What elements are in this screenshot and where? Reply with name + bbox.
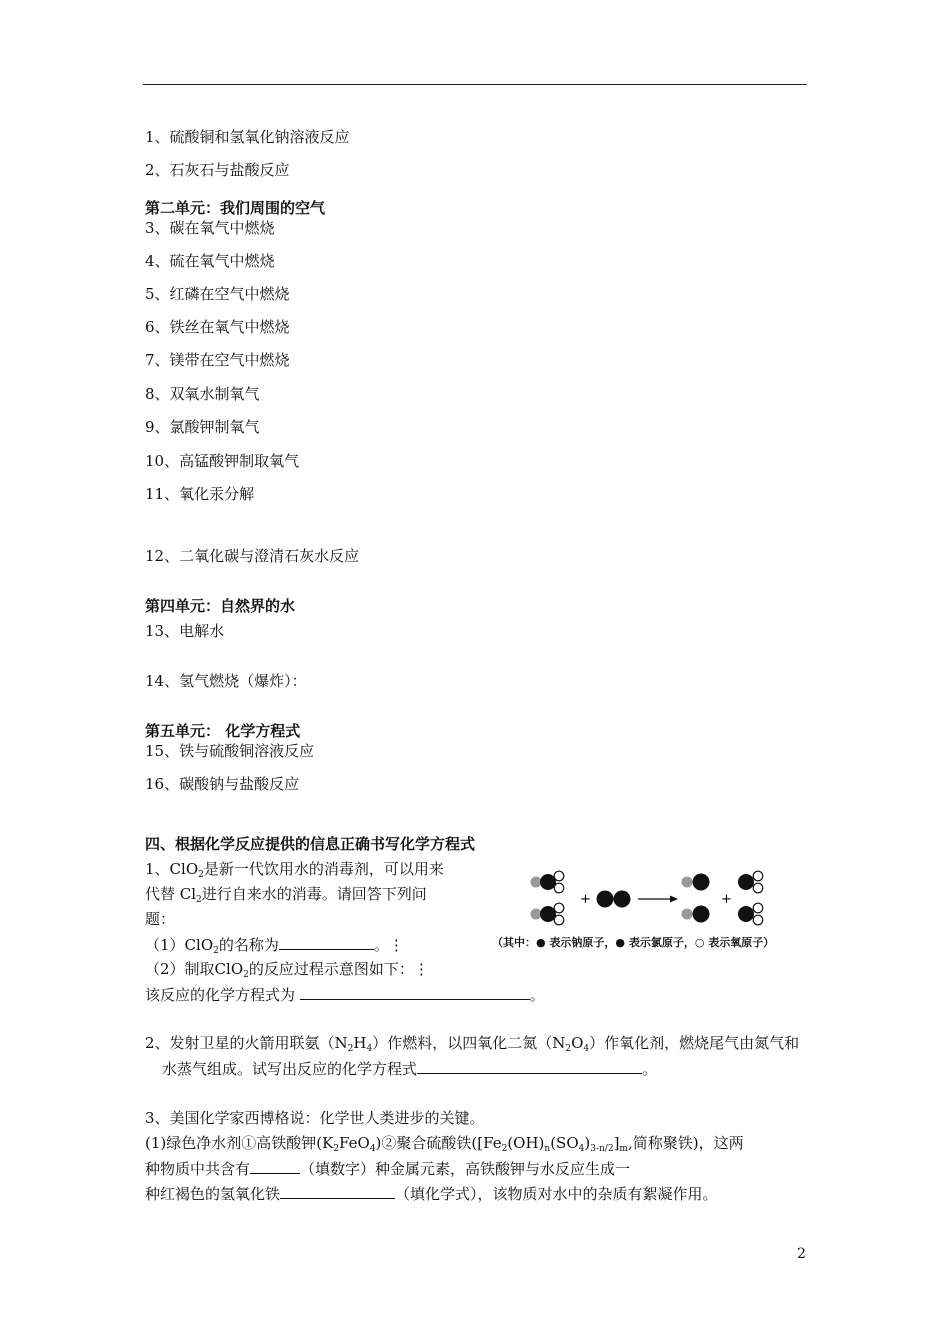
item-4: 4、硫在氧气中燃烧 — [145, 252, 275, 270]
item-16: 16、碳酸钠与盐酸反应 — [145, 775, 300, 793]
q1-line-6: 该反应的化学方程式为 。 — [145, 986, 545, 1004]
metal-count-blank[interactable] — [250, 1158, 300, 1174]
q1-line-4: （1）ClO$_2$的名称为 。⋮ — [145, 936, 404, 956]
item-8: 8、双氧水制氧气 — [145, 385, 260, 403]
equation-blank[interactable] — [300, 984, 530, 1000]
item-6: 6、铁丝在氧气中燃烧 — [145, 318, 290, 336]
q3-line-3: 种物质中共含有 （填数字）种金属元素，高铁酸钾与水反应生成一 — [145, 1160, 631, 1178]
item-14: 14、氢气燃烧（爆炸）： — [145, 672, 307, 690]
q2-line-1: 2、发射卫星的火箭用联氨$(N_2H_4)$作燃料，以四氧化二氮$(N_2O_4)$作氧化剂，燃烧尾气由氮气和 — [145, 1034, 800, 1054]
item-5: 5、红磷在空气中燃烧 — [145, 285, 290, 303]
header-rule — [143, 84, 807, 85]
item-1: 1、硫酸铜和氢氧化钠溶液反应 — [145, 128, 350, 146]
q3-line-4: 种红褐色的氢氧化铁 （填化学式），该物质对水中的杂质有絮凝作用。 — [145, 1185, 718, 1203]
plus-sign: + — [580, 892, 591, 907]
item-13: 13、电解水 — [145, 622, 225, 640]
reactant-molecule — [531, 871, 564, 893]
q2-line-2: 水蒸气组成。试写出反应的化学方程式 。 — [162, 1060, 658, 1078]
chlorine-molecule — [597, 891, 631, 908]
formula-blank[interactable] — [280, 1183, 395, 1199]
molecule-schematic — [488, 868, 813, 938]
item-2: 2、石灰石与盐酸反应 — [145, 161, 290, 179]
unit-2-heading: 第二单元：我们周围的空气 — [145, 199, 326, 217]
q1-line-5: （2）制取ClO$_2$的反应过程示意图如下：⋮ — [145, 960, 429, 980]
product-molecule — [738, 903, 763, 925]
item-9: 9、氯酸钾制氧气 — [145, 418, 260, 436]
reaction-diagram — [488, 868, 813, 958]
q1-line-1: 1、ClO$_2$是新一代饮用水的消毒剂，可以用来 — [145, 860, 444, 880]
item-12: 12、二氧化碳与澄清石灰水反应 — [145, 547, 360, 565]
q3-line-1: 3、美国化学家西博格说：化学世人类进步的关键。 — [145, 1109, 485, 1127]
product-molecule — [682, 906, 710, 923]
q1-line-3: 题： — [145, 910, 176, 928]
clo2-name-blank[interactable] — [279, 934, 374, 950]
reactant-molecule — [531, 903, 564, 925]
item-7: 7、镁带在空气中燃烧 — [145, 351, 290, 369]
q3-line-2: (1)绿色净水剂①高铁酸钾$(K_2FeO_4)②$聚合硫酸铁($[Fe_2(OH)_n(SO_4)_{3-n/2}]_m$,简称聚铁)，这两 — [145, 1134, 744, 1154]
section-4-heading: 四、根据化学反应提供的信息正确书写化学方程式 — [145, 835, 476, 853]
item-10: 10、高锰酸钾制取氧气 — [145, 452, 300, 470]
item-11: 11、氧化汞分解 — [145, 485, 255, 503]
diagram-caption: （其中：● 表示钠原子，● 表示氯原子，○ 表示氧原子） — [492, 936, 775, 949]
page-number: 2 — [797, 1246, 806, 1262]
item-15: 15、铁与硫酸铜溶液反应 — [145, 742, 315, 760]
reaction-arrow — [638, 896, 678, 903]
plus-sign: + — [721, 892, 732, 907]
unit-4-heading: 第四单元：自然界的水 — [145, 597, 296, 615]
unit-5-heading: 第五单元： 化学方程式 — [145, 722, 301, 740]
item-3: 3、碳在氧气中燃烧 — [145, 219, 275, 237]
q1-line-2: 代替 $Cl_2$进行自来水的消毒。请回答下列问 — [145, 885, 427, 905]
rocket-equation-blank[interactable] — [417, 1058, 642, 1074]
product-molecule — [682, 874, 710, 891]
product-molecule — [738, 871, 763, 893]
